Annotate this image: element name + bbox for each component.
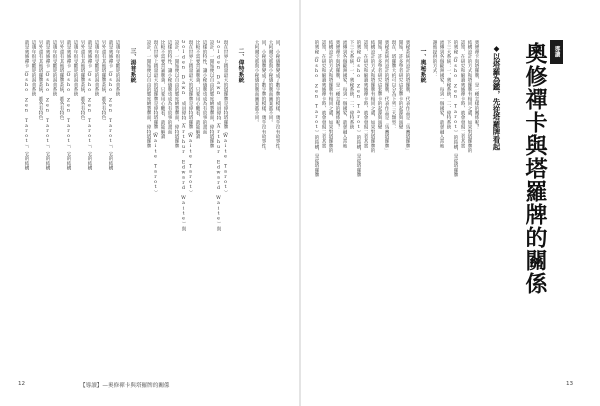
body-column: Golden Dawn 成員偉特（Arthur Edward Waite）與 bbox=[216, 40, 221, 231]
body-column: 下三大系統：一、奧秘系統，二、偉特系統 bbox=[349, 40, 354, 130]
section-tag: 導讀 bbox=[550, 40, 563, 64]
body-column: 下三大系統：一、奧秘系統，二、偉特系統 bbox=[446, 40, 451, 130]
body-column: 就是奧修禪卡（Osho Zen Tarot），它的結構 bbox=[24, 40, 29, 171]
body-column: 比較不需要背誦牌義，只要用心觀看，就能解讀 bbox=[195, 40, 200, 139]
body-column: 認知，在研究和解讀奧修禪卡時，就會發現二者其實 bbox=[321, 40, 326, 149]
body-column: Golden Dawn 成員偉特（Arthur Edward Waite）與 bbox=[181, 40, 186, 231]
body-column: 這樣的特性，讓小秘儀牌也成為有故事的畫面 bbox=[167, 40, 172, 134]
body-column: 設計，一開始便以自由的態度繪製牌面，偉特塔羅牌 bbox=[174, 40, 179, 149]
body-column: 現在世界上銷量最大的塔羅牌是偉特塔羅牌（Waite Tarot） bbox=[188, 40, 193, 195]
running-title: 【導讀】—奧修禪卡與塔羅牌的關係 bbox=[80, 383, 170, 389]
body-column: 的奧秘《Osho Zen Tarot》的結構，是從塔羅牌 bbox=[314, 40, 319, 178]
body-column: 的奧秘《Osho Zen Tarot》的結構，是從塔羅牌 bbox=[453, 40, 458, 178]
section-heading: 二、偉特系統 bbox=[237, 48, 243, 83]
body-column: 另外還有其他塔羅牌系統，都各有特色 bbox=[80, 40, 85, 120]
body-column: 的奧秘《Osho Zen Tarot》的結構，是從塔羅牌 bbox=[356, 40, 361, 178]
body-column: 這幾年很受歡迎的湯普系統 bbox=[31, 40, 36, 97]
body-column: 現在世界上銷量最大的塔羅牌是偉特塔羅牌（Waite Tarot） bbox=[153, 40, 158, 195]
subheading-text: 以塔羅為鑑，先從塔羅牌看起 bbox=[492, 53, 501, 151]
body-column: 設計，一開始便以自由的態度繪製牌面，偉特塔羅牌 bbox=[209, 40, 214, 149]
body-column: 現在，塔羅牌大約可以分為下列三大類型： bbox=[391, 40, 396, 130]
body-column: 大阿爾克那與小秘儀的牌面圖案都不同。 bbox=[268, 40, 273, 125]
body-column: 結構設計的方式和塔羅牌有相同之處，如果對塔羅牌的 bbox=[328, 40, 333, 153]
body-column: 這幾年很受歡迎的湯普系統 bbox=[94, 40, 99, 97]
body-column: 奧秘系統所設計的塔羅牌，代表作品是「馬賽塔羅牌」 bbox=[384, 40, 389, 153]
body-column: 比較不需要背誦牌義，只要用心觀看，就能解讀 bbox=[160, 40, 165, 139]
body-column: 流傳到各個歐洲國家，每到一個國家，就會融入當地 bbox=[439, 40, 444, 149]
body-column: 開始，許多學者研究這套牌卡的起源與演變 bbox=[377, 40, 382, 130]
body-column: 謝他提供的方式： bbox=[432, 40, 437, 78]
body-column: 這幾年很受歡迎的湯普系統 bbox=[73, 40, 78, 97]
body-column: 另外還有其他塔羅牌系統，都各有特色 bbox=[38, 40, 43, 120]
body-column: 大阿爾克那與小秘儀的牌面圖案都不同。 bbox=[254, 40, 259, 125]
body-column: 就是奧修禪卡（Osho Zen Tarot），它的結構 bbox=[108, 40, 113, 171]
body-column: 同，小秘儀牌變成了數字牌的模樣，幾乎沒有故事性。 bbox=[261, 40, 266, 153]
page-number-left: 12 bbox=[18, 381, 26, 387]
subheading bbox=[491, 44, 502, 151]
page-title: 奧修禪卡與塔羅牌的關係 bbox=[522, 42, 548, 295]
diamond-bullet-icon: ◆ bbox=[492, 44, 501, 53]
body-column: 奧修禪卡與塔羅牌，是一種怎樣的關係呢？ bbox=[335, 40, 340, 130]
body-column: 這幾年很受歡迎的湯普系統 bbox=[115, 40, 120, 97]
body-column: 就是奧修禪卡（Osho Zen Tarot），它的結構 bbox=[87, 40, 92, 171]
body-column: 結構設計的方式和塔羅牌有相同之處，如果對塔羅牌的 bbox=[370, 40, 375, 153]
body-column: 同，小秘儀牌變成了數字牌的模樣，幾乎沒有故事性。 bbox=[275, 40, 280, 153]
body-column: 流傳到各個歐洲國家，每到一個國家，就會融入當地 bbox=[342, 40, 347, 149]
body-column: 就是奧修禪卡（Osho Zen Tarot），它的結構 bbox=[45, 40, 50, 171]
page-number-right: 13 bbox=[566, 381, 574, 387]
body-column: 結構設計的方式和塔羅牌有相同之處，如果對塔羅牌的 bbox=[467, 40, 472, 153]
body-column: 另外還有其他塔羅牌系統，都各有特色 bbox=[101, 40, 106, 120]
body-column: 另外還有其他塔羅牌系統，都各有特色 bbox=[59, 40, 64, 120]
body-column: 這樣的特性，讓小秘儀牌也成為有故事的畫面 bbox=[202, 40, 207, 134]
body-column: 就是奧修禪卡（Osho Zen Tarot），它的結構 bbox=[66, 40, 71, 171]
body-column: 現在世界上銷量最大的塔羅牌是偉特塔羅牌（Waite Tarot） bbox=[223, 40, 228, 195]
section-heading: 三、湯普系統 bbox=[129, 48, 135, 83]
body-column: 認知，在研究和解讀奧修禪卡時，就會發現二者其實 bbox=[363, 40, 368, 149]
body-column: 這幾年很受歡迎的湯普系統 bbox=[52, 40, 57, 97]
section-heading: 一、奧秘系統 bbox=[419, 48, 425, 83]
body-column: 認知，在研究和解讀奧修禪卡時，就會發現二者其實 bbox=[460, 40, 465, 149]
body-column: 設計，一開始便以自由的態度繪製牌面，偉特塔羅牌 bbox=[146, 40, 151, 149]
body-column: 奧修禪卡與塔羅牌，是一種怎樣的關係呢？ bbox=[474, 40, 479, 130]
body-column: 奧秘系統所設計的塔羅牌，代表作品是「馬賽塔羅牌」 bbox=[405, 40, 410, 153]
book-gutter bbox=[299, 0, 301, 406]
body-column: 開始，許多學者研究這套牌卡的起源與演變 bbox=[398, 40, 403, 130]
